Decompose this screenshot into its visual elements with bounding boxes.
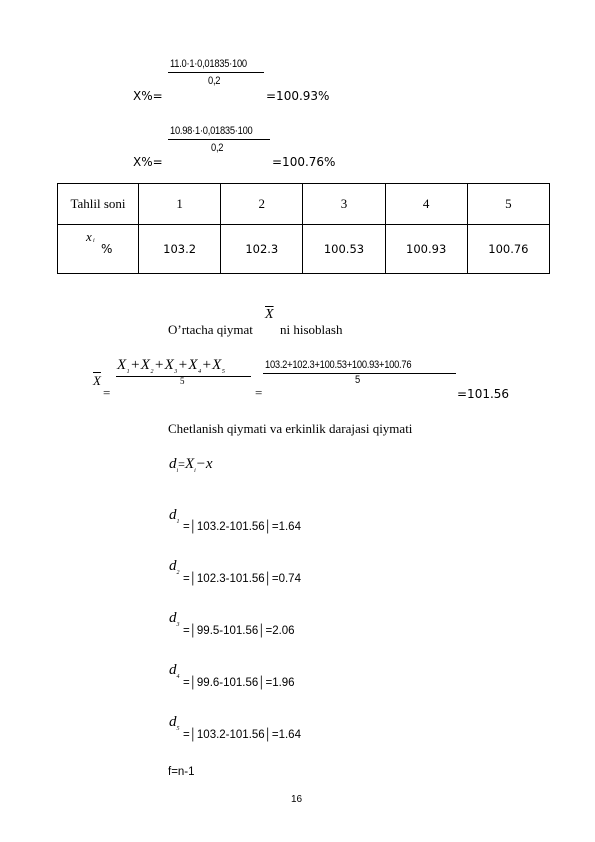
deviation-value: =│103.2-101.56│=1.64 [183, 729, 301, 741]
formula1-lhs: X%= [133, 89, 163, 103]
table-header-cell: 3 [303, 184, 385, 225]
mean-numeric-denominator: 5 [355, 374, 360, 386]
formula2-fraction-line [168, 139, 270, 140]
row-label-symbol: x [86, 229, 92, 244]
table-row [58, 225, 550, 274]
mean-numeric-numerator: 103.2+102.3+100.53+100.93+100.76 [265, 359, 412, 371]
table-cell: 100.53 [303, 225, 385, 274]
table-cell: 103.2 [139, 225, 221, 274]
formula2-lhs: X%= [133, 155, 163, 169]
row-label-subscript: i [93, 238, 95, 244]
mean-heading-before: O’rtacha qiymat [168, 322, 253, 337]
deviation-x: X [184, 456, 195, 472]
deviation-formula [169, 456, 213, 474]
deviation-symbol: $d_5$ [169, 714, 180, 732]
table-header-row [58, 184, 550, 225]
mean-lhs-eq: = [103, 385, 111, 400]
table-header-cell: 2 [221, 184, 303, 225]
x1-term: $X_1+X_2+X_3+X_4+X_5$ [117, 357, 226, 375]
table-header-cell: 1 [139, 184, 221, 225]
table-header-cell: 4 [385, 184, 467, 225]
page-number: 16 [291, 794, 303, 805]
mean-symbolic-numerator [117, 357, 225, 375]
row-label-unit: % [101, 242, 113, 256]
formula2-denominator: 0,2 [211, 142, 224, 154]
deviation-symbol: $d_1$ [169, 507, 180, 525]
mean-eq: = [255, 385, 263, 400]
formula1-fraction-line [168, 72, 264, 73]
analysis-table [57, 183, 550, 274]
deviation-symbol: $d_3$ [169, 610, 180, 628]
formula1-numerator: 11.0·1·0,01835·100 [170, 58, 247, 70]
table-cell: 100.93 [385, 225, 467, 274]
table-header-cell: 5 [467, 184, 549, 225]
table-row-label [58, 225, 139, 274]
deviation-minus: −x [195, 456, 213, 472]
deviation-value: =│99.5-101.56│=2.06 [183, 625, 295, 637]
deviation-value: =│99.6-101.56│=1.96 [183, 677, 295, 689]
mean-heading-after: ni hisoblash [280, 322, 343, 337]
formula1-result: =100.93% [266, 89, 330, 103]
deviation-eq: = [178, 457, 185, 471]
table-cell: 102.3 [221, 225, 303, 274]
deviation-value: =│103.2-101.56│=1.64 [183, 521, 301, 533]
formula2-result: =100.76% [272, 155, 336, 169]
formula2-numerator: 10.98·1·0,01835·100 [170, 125, 253, 137]
table-header-cell: Tahlil soni [58, 184, 139, 225]
deviation-symbol: $d_2$ [169, 558, 180, 576]
deviation-heading: Chetlanish qiymati va erkinlik darajasi qiymati [168, 421, 413, 436]
mean-result: =101.56 [457, 387, 510, 401]
deviation-x-sub: i [194, 468, 196, 474]
mean-heading-symbol: $\overline{X}$ [265, 307, 274, 322]
mean-lhs-symbol: $\overline{X}$ [93, 373, 101, 388]
deviation-symbol: $d_4$ [169, 662, 180, 680]
deviation-value: =│102.3-101.56│=0.74 [183, 573, 301, 585]
deviation-d-sub: i [176, 468, 179, 474]
freedom-formula: f=n-1 [168, 766, 195, 778]
formula1-denominator: 0,2 [208, 75, 221, 87]
mean-symbolic-denominator: 5 [180, 376, 185, 386]
table-cell: 100.76 [467, 225, 549, 274]
deviation-d: d [169, 456, 177, 472]
